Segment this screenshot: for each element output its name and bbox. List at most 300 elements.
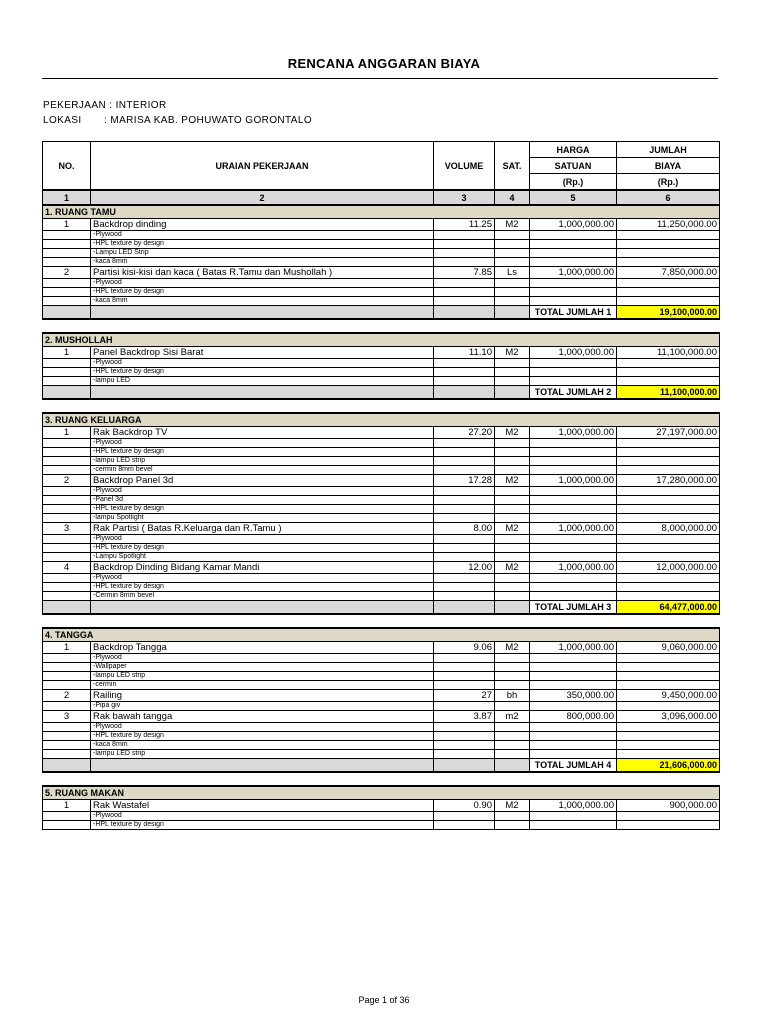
material-no	[43, 258, 91, 267]
material-row	[43, 553, 720, 562]
material-unit	[495, 654, 530, 663]
section-header-row	[43, 628, 720, 642]
item-row	[43, 690, 720, 702]
material-no	[43, 583, 91, 592]
material-total	[617, 496, 720, 505]
header-no: NO.	[43, 142, 91, 191]
material-volume	[434, 231, 495, 240]
material-no	[43, 535, 91, 544]
item-row	[43, 642, 720, 654]
item-unit: M2	[495, 800, 530, 812]
section-title: 5. RUANG MAKAN	[43, 786, 720, 800]
total-spacer	[495, 601, 530, 615]
item-name: Backdrop dinding	[91, 219, 434, 231]
material-total	[617, 723, 720, 732]
material-row	[43, 505, 720, 514]
material-total	[617, 544, 720, 553]
item-row	[43, 711, 720, 723]
material-no	[43, 654, 91, 663]
material-row	[43, 592, 720, 601]
total-spacer	[434, 306, 495, 320]
item-unit: M2	[495, 347, 530, 359]
material-row	[43, 279, 720, 288]
material-no	[43, 681, 91, 690]
item-unit: M2	[495, 562, 530, 574]
material-unit	[495, 279, 530, 288]
material-name: -HPL texture by design	[91, 240, 434, 249]
material-volume	[434, 249, 495, 258]
material-no	[43, 279, 91, 288]
material-total	[617, 574, 720, 583]
item-total: 8,000,000.00	[617, 523, 720, 535]
item-no: 3	[43, 711, 91, 723]
lokasi-value: : MARISA KAB. POHUWATO GORONTALO	[104, 115, 313, 126]
item-total: 900,000.00	[617, 800, 720, 812]
item-unit-price: 1,000,000.00	[530, 523, 617, 535]
material-no	[43, 723, 91, 732]
item-unit: bh	[495, 690, 530, 702]
material-unit	[495, 496, 530, 505]
section-header-row	[43, 413, 720, 427]
material-no	[43, 514, 91, 523]
header-harga-1: HARGA	[530, 142, 617, 158]
section-total-label: TOTAL JUMLAH 1	[530, 306, 617, 320]
total-spacer	[434, 386, 495, 400]
header-row	[43, 142, 720, 158]
section-header-row	[43, 205, 720, 219]
item-row	[43, 523, 720, 535]
material-no	[43, 466, 91, 475]
material-name: -Plywood	[91, 535, 434, 544]
section-total-row	[43, 306, 720, 320]
material-unit	[495, 487, 530, 496]
material-unit	[495, 258, 530, 267]
column-number: 3	[434, 190, 495, 205]
material-unit	[495, 583, 530, 592]
material-row	[43, 574, 720, 583]
material-unit	[495, 574, 530, 583]
item-row	[43, 562, 720, 574]
item-no: 3	[43, 523, 91, 535]
item-name: Railing	[91, 690, 434, 702]
item-no: 1	[43, 642, 91, 654]
material-volume	[434, 297, 495, 306]
total-spacer	[43, 306, 91, 320]
header-volume: VOLUME	[434, 142, 495, 191]
section-gap-cell	[43, 399, 720, 413]
material-volume	[434, 359, 495, 368]
material-volume	[434, 821, 495, 830]
material-row	[43, 723, 720, 732]
material-name: -Wallpaper	[91, 663, 434, 672]
item-unit: M2	[495, 219, 530, 231]
material-row	[43, 231, 720, 240]
material-name: -Plywood	[91, 359, 434, 368]
material-total	[617, 514, 720, 523]
material-row	[43, 368, 720, 377]
material-price	[530, 741, 617, 750]
material-name: -Plywood	[91, 231, 434, 240]
item-unit-price: 1,000,000.00	[530, 347, 617, 359]
pekerjaan-label: PEKERJAAN : INTERIOR	[43, 100, 167, 111]
material-unit	[495, 663, 530, 672]
material-volume	[434, 448, 495, 457]
material-volume	[434, 279, 495, 288]
material-no	[43, 487, 91, 496]
item-total: 9,450,000.00	[617, 690, 720, 702]
material-price	[530, 240, 617, 249]
material-row	[43, 663, 720, 672]
item-name: Rak Partisi ( Batas R.Keluarga dan R.Tamu )	[91, 523, 434, 535]
material-price	[530, 812, 617, 821]
material-total	[617, 732, 720, 741]
material-no	[43, 240, 91, 249]
material-no	[43, 592, 91, 601]
material-price	[530, 681, 617, 690]
material-no	[43, 231, 91, 240]
material-price	[530, 377, 617, 386]
material-total	[617, 297, 720, 306]
material-price	[530, 448, 617, 457]
material-price	[530, 466, 617, 475]
material-total	[617, 812, 720, 821]
material-total	[617, 231, 720, 240]
material-name: -HPL texture by design	[91, 505, 434, 514]
material-no	[43, 297, 91, 306]
material-total	[617, 681, 720, 690]
section-total-value: 11,100,000.00	[617, 386, 720, 400]
item-total: 17,280,000.00	[617, 475, 720, 487]
material-total	[617, 258, 720, 267]
material-volume	[434, 514, 495, 523]
item-name: Backdrop Dinding Bidang Kamar Mandi	[91, 562, 434, 574]
material-row	[43, 672, 720, 681]
material-total	[617, 553, 720, 562]
total-spacer	[91, 386, 434, 400]
material-volume	[434, 723, 495, 732]
material-unit	[495, 249, 530, 258]
item-unit: m2	[495, 711, 530, 723]
material-row	[43, 741, 720, 750]
material-row	[43, 240, 720, 249]
material-unit	[495, 702, 530, 711]
item-unit-price: 1,000,000.00	[530, 427, 617, 439]
material-volume	[434, 487, 495, 496]
item-volume: 11.10	[434, 347, 495, 359]
material-unit	[495, 741, 530, 750]
item-volume: 9.06	[434, 642, 495, 654]
item-volume: 27.20	[434, 427, 495, 439]
material-name: -cermin 8mm bevel	[91, 466, 434, 475]
item-unit: Ls	[495, 267, 530, 279]
section-title: 3. RUANG KELUARGA	[43, 413, 720, 427]
column-number-row	[43, 190, 720, 205]
item-unit: M2	[495, 427, 530, 439]
material-unit	[495, 448, 530, 457]
item-volume: 11.25	[434, 219, 495, 231]
pekerjaan-line	[43, 100, 167, 111]
material-total	[617, 288, 720, 297]
material-row	[43, 812, 720, 821]
material-unit	[495, 288, 530, 297]
material-total	[617, 377, 720, 386]
section-gap	[43, 399, 720, 413]
total-spacer	[43, 386, 91, 400]
material-name: -lampu LED strip	[91, 750, 434, 759]
header-sat: SAT.	[495, 142, 530, 191]
lokasi-label: LOKASI	[43, 115, 82, 126]
material-row	[43, 681, 720, 690]
material-volume	[434, 681, 495, 690]
material-name: -kaca 8mm	[91, 741, 434, 750]
material-price	[530, 702, 617, 711]
material-name: -Lampu LED Strip	[91, 249, 434, 258]
material-no	[43, 505, 91, 514]
item-total: 3,096,000.00	[617, 711, 720, 723]
material-row	[43, 297, 720, 306]
material-row	[43, 750, 720, 759]
section-total-row	[43, 759, 720, 773]
item-no: 4	[43, 562, 91, 574]
material-total	[617, 654, 720, 663]
section-total-value: 21,606,000.00	[617, 759, 720, 773]
material-volume	[434, 457, 495, 466]
material-name: -Cermin 8mm bevel	[91, 592, 434, 601]
material-row	[43, 496, 720, 505]
item-row	[43, 267, 720, 279]
material-row	[43, 439, 720, 448]
material-volume	[434, 505, 495, 514]
material-no	[43, 732, 91, 741]
material-name: -Plywood	[91, 574, 434, 583]
material-total	[617, 249, 720, 258]
section-gap-cell	[43, 319, 720, 333]
material-volume	[434, 583, 495, 592]
material-row	[43, 457, 720, 466]
material-unit	[495, 732, 530, 741]
material-name: -lampu LED	[91, 377, 434, 386]
item-total: 9,060,000.00	[617, 642, 720, 654]
material-no	[43, 750, 91, 759]
material-price	[530, 505, 617, 514]
section-gap	[43, 319, 720, 333]
material-price	[530, 359, 617, 368]
material-row	[43, 466, 720, 475]
material-price	[530, 535, 617, 544]
material-no	[43, 439, 91, 448]
column-number: 5	[530, 190, 617, 205]
material-no	[43, 359, 91, 368]
material-no	[43, 249, 91, 258]
material-unit	[495, 240, 530, 249]
document-title: RENCANA ANGGARAN BIAYA	[287, 56, 481, 71]
item-name: Rak Wastafel	[91, 800, 434, 812]
item-no: 1	[43, 219, 91, 231]
material-row	[43, 288, 720, 297]
material-no	[43, 448, 91, 457]
header-jumlah-2: BIAYA	[617, 158, 720, 174]
item-name: Backdrop Panel 3d	[91, 475, 434, 487]
item-volume: 7.85	[434, 267, 495, 279]
material-total	[617, 487, 720, 496]
material-total	[617, 741, 720, 750]
material-no	[43, 457, 91, 466]
total-spacer	[43, 601, 91, 615]
material-no	[43, 553, 91, 562]
material-price	[530, 439, 617, 448]
material-unit	[495, 723, 530, 732]
material-row	[43, 359, 720, 368]
item-no: 1	[43, 427, 91, 439]
material-name: -Plywood	[91, 439, 434, 448]
material-no	[43, 377, 91, 386]
material-no	[43, 496, 91, 505]
material-row	[43, 377, 720, 386]
material-total	[617, 240, 720, 249]
lokasi-line	[43, 115, 312, 126]
material-price	[530, 258, 617, 267]
material-row	[43, 583, 720, 592]
material-unit	[495, 505, 530, 514]
material-price	[530, 249, 617, 258]
material-volume	[434, 368, 495, 377]
section-header-row	[43, 333, 720, 347]
budget-table	[42, 141, 720, 830]
material-total	[617, 821, 720, 830]
total-spacer	[91, 306, 434, 320]
material-name: -Lampu Spotlight	[91, 553, 434, 562]
material-no	[43, 544, 91, 553]
material-total	[617, 663, 720, 672]
material-row	[43, 535, 720, 544]
item-volume: 0.90	[434, 800, 495, 812]
material-name: -Plywood	[91, 654, 434, 663]
material-name: -Plywood	[91, 487, 434, 496]
material-unit	[495, 439, 530, 448]
material-unit	[495, 368, 530, 377]
material-price	[530, 723, 617, 732]
total-spacer	[495, 306, 530, 320]
material-total	[617, 359, 720, 368]
material-name: -Plywood	[91, 723, 434, 732]
material-price	[530, 487, 617, 496]
item-unit: M2	[495, 475, 530, 487]
material-name: -Panel 3d	[91, 496, 434, 505]
material-total	[617, 672, 720, 681]
section-total-label: TOTAL JUMLAH 4	[530, 759, 617, 773]
item-unit-price: 1,000,000.00	[530, 267, 617, 279]
material-name: -kaca 8mm	[91, 258, 434, 267]
total-spacer	[434, 601, 495, 615]
total-spacer	[495, 759, 530, 773]
section-gap	[43, 614, 720, 628]
material-volume	[434, 240, 495, 249]
title-divider	[42, 78, 718, 79]
material-row	[43, 821, 720, 830]
material-volume	[434, 812, 495, 821]
material-unit	[495, 457, 530, 466]
material-total	[617, 368, 720, 377]
item-unit-price: 1,000,000.00	[530, 219, 617, 231]
material-price	[530, 496, 617, 505]
material-volume	[434, 288, 495, 297]
material-total	[617, 750, 720, 759]
material-name: -HPL texture by design	[91, 544, 434, 553]
material-price	[530, 368, 617, 377]
material-volume	[434, 553, 495, 562]
item-row	[43, 475, 720, 487]
material-total	[617, 448, 720, 457]
material-row	[43, 732, 720, 741]
item-volume: 12.00	[434, 562, 495, 574]
material-volume	[434, 592, 495, 601]
material-total	[617, 592, 720, 601]
section-total-row	[43, 386, 720, 400]
material-price	[530, 583, 617, 592]
section-total-label: TOTAL JUMLAH 2	[530, 386, 617, 400]
material-name: -lampu Spotlight	[91, 514, 434, 523]
material-no	[43, 672, 91, 681]
material-name: -lampu LED strip	[91, 672, 434, 681]
column-number: 6	[617, 190, 720, 205]
total-spacer	[91, 759, 434, 773]
item-unit-price: 800,000.00	[530, 711, 617, 723]
material-price	[530, 279, 617, 288]
header-jumlah-3: (Rp.)	[617, 174, 720, 191]
material-price	[530, 654, 617, 663]
material-name: -Plywood	[91, 812, 434, 821]
material-unit	[495, 812, 530, 821]
material-unit	[495, 821, 530, 830]
item-no: 1	[43, 800, 91, 812]
material-unit	[495, 681, 530, 690]
material-volume	[434, 672, 495, 681]
material-price	[530, 732, 617, 741]
item-total: 7,850,000.00	[617, 267, 720, 279]
material-price	[530, 592, 617, 601]
total-spacer	[91, 601, 434, 615]
item-unit: M2	[495, 642, 530, 654]
material-price	[530, 231, 617, 240]
material-row	[43, 487, 720, 496]
material-no	[43, 812, 91, 821]
material-unit	[495, 672, 530, 681]
item-unit-price: 1,000,000.00	[530, 562, 617, 574]
material-price	[530, 288, 617, 297]
material-price	[530, 821, 617, 830]
header-uraian: URAIAN PEKERJAAN	[91, 142, 434, 191]
material-no	[43, 702, 91, 711]
material-price	[530, 457, 617, 466]
material-volume	[434, 439, 495, 448]
material-name: -HPL texture by design	[91, 448, 434, 457]
item-unit-price: 350,000.00	[530, 690, 617, 702]
material-name: -HPL texture by design	[91, 732, 434, 741]
material-name: -Plywood	[91, 279, 434, 288]
material-volume	[434, 702, 495, 711]
material-name: -HPL texture by design	[91, 583, 434, 592]
material-unit	[495, 750, 530, 759]
material-price	[530, 663, 617, 672]
material-no	[43, 821, 91, 830]
material-unit	[495, 553, 530, 562]
material-row	[43, 514, 720, 523]
section-total-label: TOTAL JUMLAH 3	[530, 601, 617, 615]
item-total: 27,197,000.00	[617, 427, 720, 439]
section-gap	[43, 772, 720, 786]
material-name: -HPL texture by design	[91, 368, 434, 377]
material-row	[43, 544, 720, 553]
